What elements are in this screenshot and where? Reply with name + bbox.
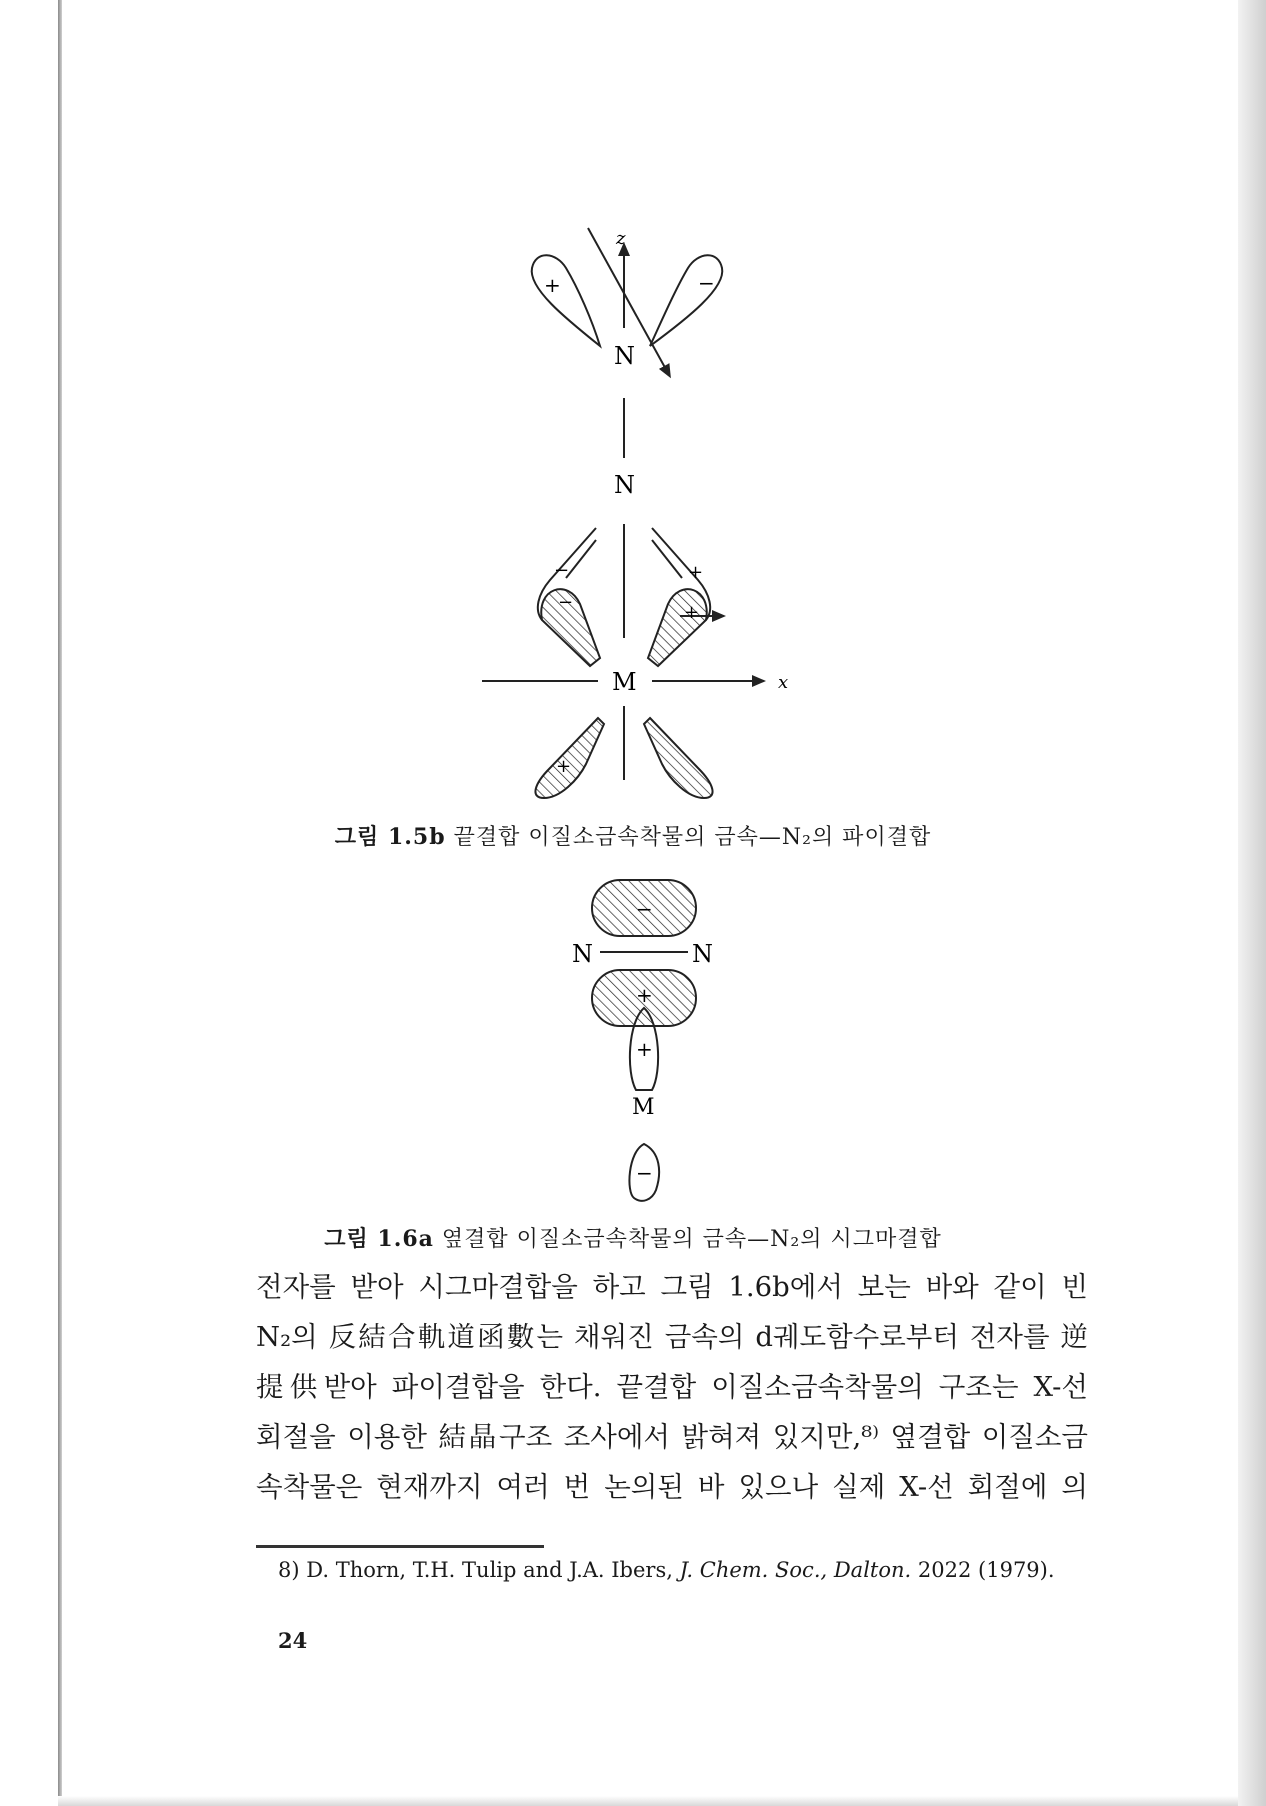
body-paragraph (256, 1262, 1088, 1512)
sign-pi-left: − (554, 560, 570, 581)
figure-1-6a-caption-text: 옆결합 이질소금속착물의 금속—N₂의 시그마결합 (441, 1227, 942, 1252)
footnote-authors: D. Thorn, T.H. Tulip and J.A. Ibers, (306, 1558, 673, 1582)
body-line: 提供받아 파이결합을 한다. 끝결합 이질소금속착물의 구조는 X-선 (256, 1371, 1088, 1403)
sign-lower-lobe: + (636, 983, 653, 1007)
metal-label: M (612, 668, 637, 696)
footnote-marker: 8) (278, 1558, 300, 1582)
page-number: 24 (278, 1628, 308, 1653)
figure-1-5b-caption (0, 820, 1266, 851)
sign-metal-lower: − (636, 1161, 653, 1185)
figure-1-6a-caption-number: 그림 1.6a (324, 1226, 434, 1252)
n-bottom-label: N (614, 471, 635, 499)
figure-1-6a-diagram (560, 872, 713, 1202)
body-line: 회절을 이용한 結晶구조 조사에서 밝혀져 있지만,⁸⁾ 옆결합 이질소금 (256, 1421, 1088, 1453)
footnote-journal: J. Chem. Soc., Dalton. (679, 1558, 912, 1582)
x-axis-label: x (778, 672, 789, 693)
figure-1-6a-caption (0, 1222, 1266, 1253)
n-left-label: N (572, 940, 593, 968)
page-right-shadow (1238, 0, 1266, 1806)
footnote-citation: 2022 (1979). (917, 1558, 1055, 1582)
body-line: 속착물은 현재까지 여러 번 논의된 바 있으나 실제 X-선 회절에 의 (256, 1471, 1088, 1503)
figure-1-5b (470, 228, 800, 800)
metal-label-6a: M (632, 1095, 655, 1120)
n-right-label: N (692, 940, 713, 968)
footnote-8 (278, 1558, 1098, 1582)
lobe-top-right (650, 255, 722, 346)
body-line: 전자를 받아 시그마결합을 하고 그림 1.6b에서 보는 바와 같이 빈 (256, 1271, 1088, 1303)
sign-pi-right: + (688, 562, 704, 583)
d-lobe-lower-right (644, 718, 713, 798)
sign-metal-upper: + (636, 1037, 653, 1061)
figure-1-5b-caption-text: 끝결합 이질소금속착물의 금속—N₂의 파이결합 (453, 825, 932, 850)
figure-1-5b-caption-number: 그림 1.5b (334, 824, 446, 850)
z-axis-label: z (616, 228, 626, 249)
n-top-label: N (614, 342, 635, 370)
footnote-rule (256, 1545, 544, 1548)
d-lobe-upper-right (648, 589, 707, 666)
page-left-edge (58, 0, 62, 1806)
sign-top-right: − (698, 271, 715, 295)
lobe-top-left (532, 255, 600, 346)
sign-top-left: + (544, 273, 561, 297)
sign-d-right: + (684, 602, 700, 623)
page-bottom-shadow (58, 1796, 1238, 1806)
sign-upper-lobe: − (636, 897, 653, 921)
sign-d-lower-left: + (556, 756, 572, 777)
body-line: N₂의 反結合軌道函數는 채워진 금속의 d궤도함수로부터 전자를 逆 (256, 1321, 1088, 1353)
sign-d-left: − (558, 592, 574, 613)
figure-1-6a (560, 872, 713, 1202)
figure-1-5b-diagram (470, 228, 800, 800)
